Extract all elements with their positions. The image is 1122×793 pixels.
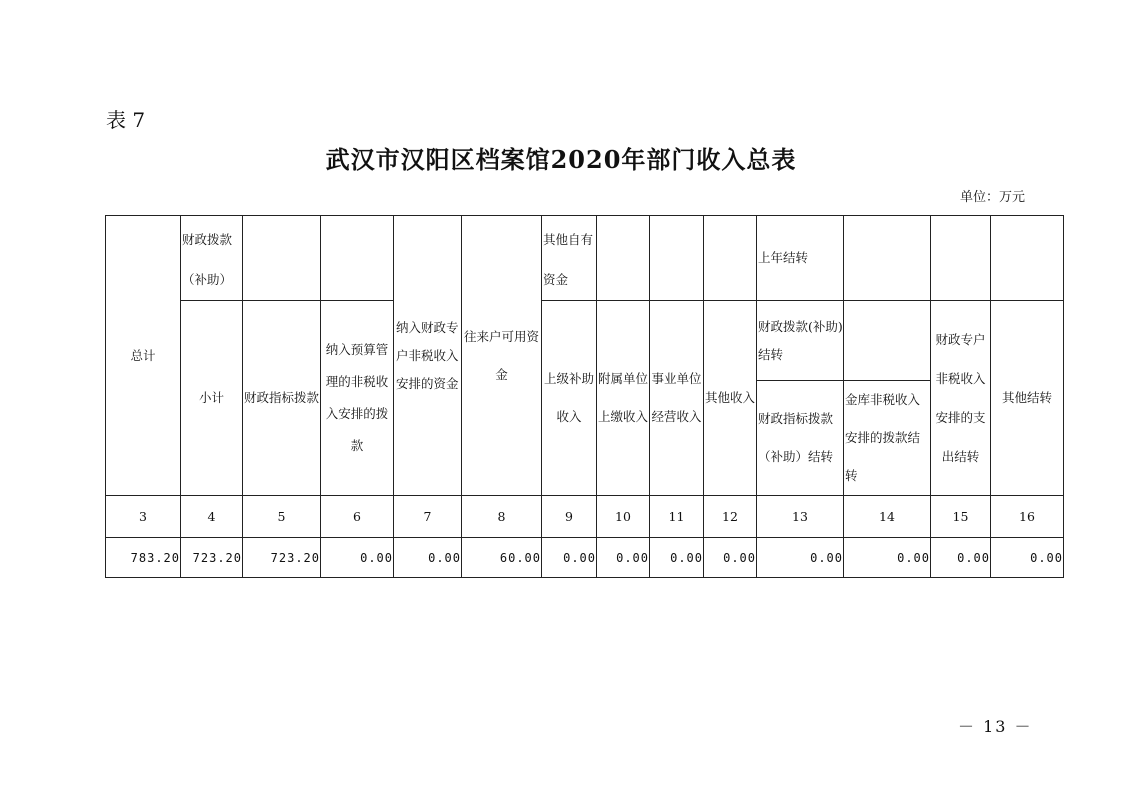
header-prior-year-carryover-group: 上年结转	[757, 216, 844, 301]
header-other-own-funds-group: 其他自有资金	[542, 216, 597, 301]
column-number: 14	[844, 496, 931, 538]
value-cell: 0.00	[597, 538, 650, 578]
header-total: 总计	[106, 216, 181, 496]
column-number: 11	[650, 496, 704, 538]
revenue-table	[105, 215, 1064, 578]
column-number: 8	[462, 496, 542, 538]
column-number: 4	[181, 496, 243, 538]
header-current-account-funds: 往来户可用资金	[462, 216, 542, 496]
column-number: 10	[597, 496, 650, 538]
value-cell: 783.20	[106, 538, 181, 578]
column-number: 16	[991, 496, 1064, 538]
value-cell: 0.00	[844, 538, 931, 578]
column-number: 13	[757, 496, 844, 538]
page-number: － 13 －	[958, 717, 1033, 736]
value-cell: 723.20	[243, 538, 321, 578]
value-cell: 723.20	[181, 538, 243, 578]
header-treasury-nontax-carryover: 金库非税收入安排的拨款结转	[844, 381, 931, 496]
value-cell: 0.00	[931, 538, 991, 578]
value-cell: 0.00	[757, 538, 844, 578]
header-fiscal-appropriation-group: 财政拨款（补助）	[181, 216, 243, 301]
header-fiscal-quota-appropriation: 财政指标拨款	[243, 301, 321, 496]
header-empty-cell	[991, 216, 1064, 301]
header-business-operating-income: 事业单位经营收入	[650, 301, 704, 496]
unit-label: 单位：万元	[960, 190, 1026, 205]
header-empty-cell	[650, 216, 704, 301]
header-other-income: 其他收入	[704, 301, 757, 496]
table-number-label: 表 7	[106, 108, 146, 132]
header-empty-cell	[704, 216, 757, 301]
header-empty-cell	[931, 216, 991, 301]
value-cell: 0.00	[321, 538, 394, 578]
header-fiscal-quota-carryover: 财政指标拨款（补助）结转	[757, 381, 844, 496]
header-empty-cell	[844, 216, 931, 301]
value-cell: 0.00	[650, 538, 704, 578]
header-affiliated-unit-income: 附属单位上缴收入	[597, 301, 650, 496]
value-cell: 0.00	[704, 538, 757, 578]
header-other-carryover: 其他结转	[991, 301, 1064, 496]
page-title: 武汉市汉阳区档案馆2020年部门收入总表	[325, 145, 797, 174]
column-number: 15	[931, 496, 991, 538]
column-number: 6	[321, 496, 394, 538]
header-fiscal-account-expense-carryover: 财政专户非税收入安排的支出结转	[931, 301, 991, 496]
value-cell: 0.00	[394, 538, 462, 578]
column-number: 3	[106, 496, 181, 538]
column-number: 12	[704, 496, 757, 538]
value-cell: 0.00	[991, 538, 1064, 578]
header-fiscal-appropriation-carryover: 财政拨款(补助)结转	[757, 301, 844, 381]
column-number: 7	[394, 496, 462, 538]
column-number: 9	[542, 496, 597, 538]
value-cell: 60.00	[462, 538, 542, 578]
table-row	[106, 538, 1064, 578]
header-budget-nontax-appropriation: 纳入预算管理的非税收入安排的拨款	[321, 301, 394, 496]
header-subtotal: 小计	[181, 301, 243, 496]
header-superior-subsidy-income: 上级补助收入	[542, 301, 597, 496]
column-number: 5	[243, 496, 321, 538]
header-empty-cell	[597, 216, 650, 301]
header-fiscal-account-nontax-funds: 纳入财政专户非税收入安排的资金	[394, 216, 462, 496]
header-empty-cell	[243, 216, 321, 301]
value-cell: 0.00	[542, 538, 597, 578]
header-empty-cell	[321, 216, 394, 301]
header-empty-cell	[844, 301, 931, 381]
